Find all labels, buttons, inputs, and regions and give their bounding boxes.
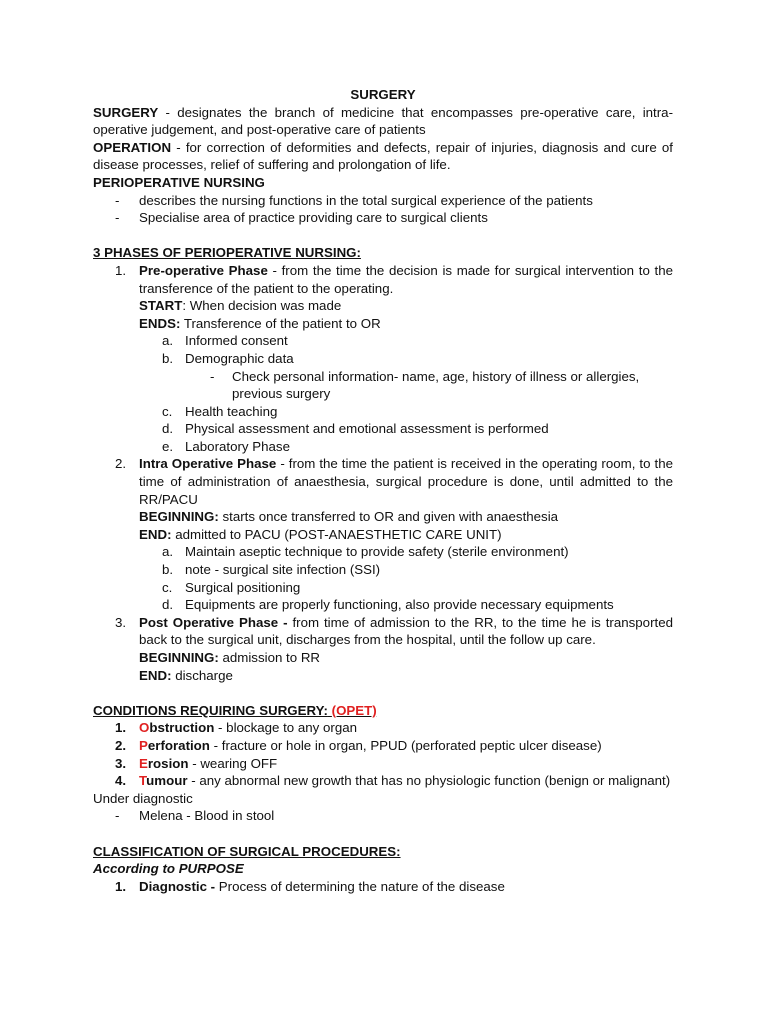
classification-item: 1. Diagnostic - Process of determining the nature of the disease [115, 878, 505, 894]
diagnostic-list [93, 807, 673, 825]
spacer [93, 684, 673, 702]
condition-item: 1. Obstruction - blockage to any organ [115, 720, 358, 736]
operation-term: OPERATION [93, 139, 172, 155]
phase-item [93, 262, 673, 456]
operation-text: - for correction of deformities and defects, repair of injuries, diagnosis and cure of disease processes, relief of suffering and prolongation of life. [93, 139, 673, 173]
condition-initial: O [139, 720, 150, 736]
phase-start: BEGINNING: admission to RR [139, 650, 321, 665]
phase-description: Intra Operative Phase - from the time the patient is received in the operating room, to the time of administration of anaesthesia, surgical procedure is done, until admitted to the RR/PACU [139, 456, 673, 507]
phase-description: Post Operative Phase - from time of admission to the RR, to the time he is transported back to the surgical unit, discharges from the hospital, until the follow up care. [139, 614, 673, 648]
list-item: - Melena - Blood in stool [93, 807, 673, 825]
phase-end: ENDS: Transference of the patient to OR [139, 315, 381, 331]
operation-definition [93, 139, 673, 174]
condition-item: 4. Tumour - any abnormal new growth that has no physiologic function (benign or malignant) [115, 773, 671, 789]
list-item: c. Surgical positioning [162, 579, 301, 595]
surgery-text: - designates the branch of medicine that encompasses pre-operative care, intra-operative judgement, and post-operative care of patients [93, 104, 673, 138]
document-content [93, 86, 673, 895]
phases-list [93, 262, 673, 684]
condition-initial: P [139, 737, 148, 753]
list-item: a. Maintain aseptic technique to provide safety (sterile environment) [162, 544, 569, 560]
list-item: c. Health teaching [162, 403, 278, 419]
phase-name: Post Operative Phase - [139, 614, 288, 630]
phase-number: 3. [115, 614, 127, 630]
spacer [93, 825, 673, 843]
conditions-heading: CONDITIONS REQUIRING SURGERY: (OPET) [93, 702, 377, 718]
phase-name: Intra Operative Phase [139, 456, 277, 472]
phases-heading: 3 PHASES OF PERIOPERATIVE NURSING: [93, 245, 361, 261]
perioperative-list [93, 192, 673, 227]
perioperative-heading: PERIOPERATIVE NURSING [93, 174, 265, 190]
demographic-detail-list [93, 368, 673, 403]
classification-list [93, 878, 673, 896]
phase-description: Pre-operative Phase - from the time the decision is made for surgical intervention to the transference of the patient to the operating. [139, 262, 673, 296]
surgery-definition [93, 104, 673, 139]
phase-item [93, 614, 673, 684]
phase-end: END: admitted to PACU (POST-ANAESTHETIC CARE UNIT) [139, 526, 502, 542]
list-item: b. Demographic data - Check personal information- name, age, history of illness or allergies, previous surgery [139, 350, 673, 403]
phase-name: Pre-operative Phase [139, 262, 268, 278]
phase-end: END: discharge [139, 667, 233, 683]
condition-item: 3. Erosion - wearing OFF [115, 755, 278, 771]
list-item: e. Laboratory Phase [162, 438, 290, 454]
under-diagnostic-label: Under diagnostic [93, 790, 193, 806]
condition-initial: E [139, 755, 148, 771]
phase-subitems [139, 543, 673, 613]
phase-number: 1. [115, 262, 127, 278]
phase-number: 2. [115, 456, 127, 472]
condition-initial: T [139, 773, 147, 789]
phase-start: BEGINNING: starts once transferred to OR and given with anaesthesia [139, 509, 559, 525]
list-item: d. Equipments are properly functioning, also provide necessary equipments [162, 597, 614, 613]
phase-subitems [139, 332, 673, 455]
list-item: - describes the nursing functions in the total surgical experience of the patients [93, 192, 673, 210]
conditions-acronym: (OPET) [331, 702, 377, 718]
surgery-term: SURGERY [93, 104, 159, 120]
page-title: SURGERY [350, 87, 416, 102]
list-item: - Specialise area of practice providing care to surgical clients [93, 209, 673, 227]
list-item: - Check personal information- name, age, history of illness or allergies, previous surgery [232, 368, 673, 403]
spacer [93, 227, 673, 245]
classification-subheading: According to PURPOSE [93, 861, 244, 877]
conditions-list [93, 719, 673, 789]
condition-item: 2. Perforation - fracture or hole in organ, PPUD (perforated peptic ulcer disease) [115, 737, 602, 753]
list-item: b. note - surgical site infection (SSI) [162, 562, 381, 578]
list-item: a. Informed consent [162, 333, 288, 349]
phase-item [93, 455, 673, 613]
classification-heading: CLASSIFICATION OF SURGICAL PROCEDURES: [93, 843, 401, 859]
phase-start: START: When decision was made [139, 298, 342, 314]
list-item: d. Physical assessment and emotional assessment is performed [162, 421, 549, 437]
